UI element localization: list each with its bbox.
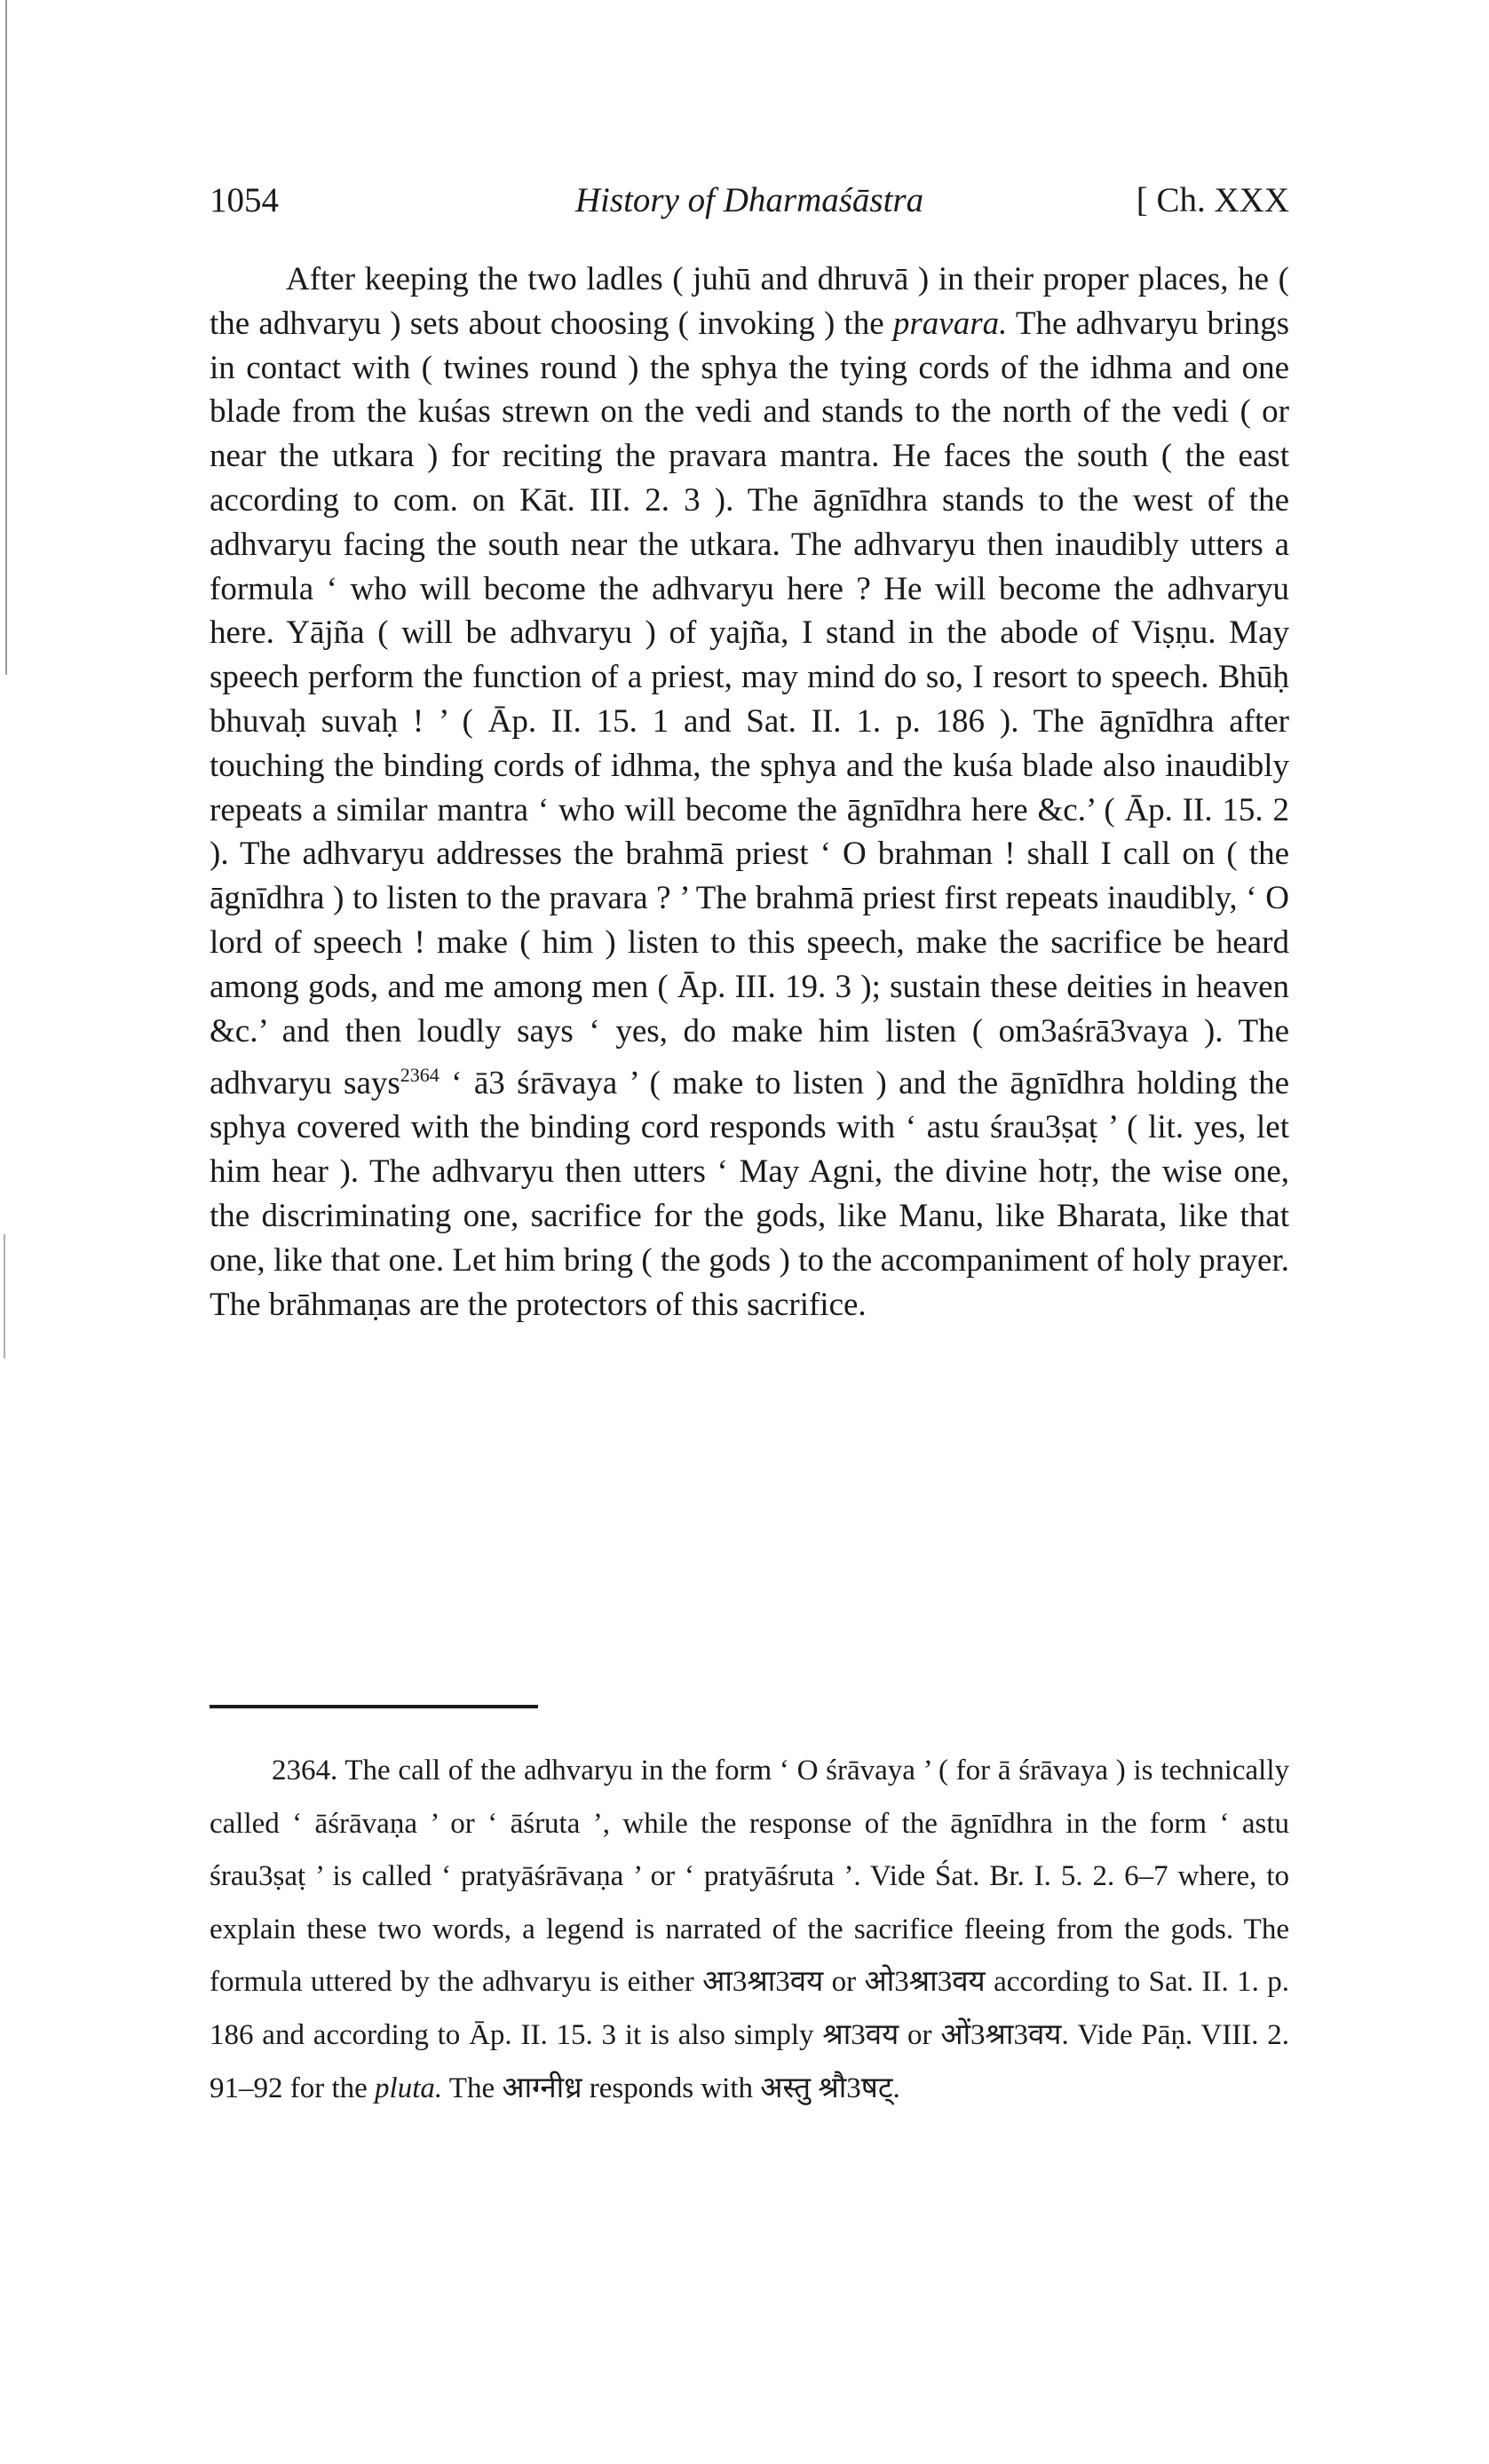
footnote-divider: [210, 1705, 538, 1708]
body-text-part: After keeping the two ladles ( juhū and dhruvā ) in their proper places, he ( the adhvaryu ) sets about choosing ( invoking ) the: [210, 261, 1289, 342]
footnote-number: 2364.: [272, 1755, 338, 1787]
page-number: 1054: [210, 181, 279, 219]
footnote-reference: 2364: [400, 1064, 440, 1087]
running-title: History of Dharmaśāstra: [574, 181, 924, 219]
body-text-part: The adhvaryu brings in contact with ( twines round ) the sphya the tying cords of the idhma and one blade from the kuśas strewn on the vedi and stands to the north of the vedi ( or near the utkara ) for reciting the pravara mantra. He faces the south ( the east according to com. on Kāt. III. 2. 3 ). The āgnīdhra stands to the west of the adhvaryu facing the south near the utkara. The adhvaryu then inaudibly utters a formula ‘ who will become the adhvaryu here ? He will become the adhvaryu here. Yājña ( will be adhvaryu ) of yajña, I stand in the abode of Viṣṇu. May speech perform the function of a priest, may mind do so, I resort to speech. Bhūḥ bhuvaḥ suvaḥ ! ’ ( Āp. II. 15. 1 and Sat. II. 1. p. 186 ). The āgnīdhra after touching the binding cords of idhma, the sphya and the kuśa blade also inaudibly repeats a similar mantra ‘ who will become the āgnīdhra here &c.’ ( Āp. II. 15. 2 ). The adhvaryu addresses the brahmā priest ‘ O brahman ! shall I call on ( the āgnīdhra ) to listen to the pravara ? ’ The brahmā priest first repeats inaudibly, ‘ O lord of speech ! make ( him ) listen to this speech, make the sacrifice be heard among gods, and me among men ( Āp. III. 19. 3 ); sustain these deities in heaven &c.’ and then loudly says ‘ yes, do make him listen ( om3aśrā3vaya ). The adhvaryu says: [210, 305, 1289, 1102]
footnote-italic-term: pluta.: [375, 2072, 443, 2104]
running-header: [210, 174, 1289, 227]
scan-edge: [4, 1234, 5, 1359]
body-italic-term: pravara.: [892, 305, 1008, 342]
chapter-label: [ Ch. XXX: [1136, 181, 1289, 219]
footnote: [210, 1745, 1289, 2115]
body-paragraph: [210, 257, 1289, 1327]
footnote-text-end: The आग्नीध्र responds with अस्तु श्रौ3षट्.: [442, 2072, 900, 2104]
footnote-text: The call of the adhvaryu in the form ‘ O śrāvaya ’ ( for ā śrāvaya ) is technically called ‘ āśrāvaṇa ’ or ‘ āśruta ’, while the response of the āgnīdhra in the form ‘ astu śrau3ṣaṭ ’ is called ‘ pratyāśrāvaṇa ’ or ‘ pratyāśruta ’. Vide Śat. Br. I. 5. 2. 6–7 where, to explain these two words, a legend is narrated of the sacrifice fleeing from the gods. The formula uttered by the adhvaryu is either आ3श्रा3वय or ओ3श्रा3वय according to Sat. II. 1. p. 186 and according to Āp. II. 15. 3 it is also simply श्रा3वय or ओं3श्रा3वय. Vide Pāṇ. VIII. 2. 91–92 for the: [210, 1755, 1289, 2104]
scan-edge: [5, 0, 7, 675]
body-text-part: ‘ ā3 śrāvaya ’ ( make to listen ) and the āgnīdhra holding the sphya covered with the binding cord responds with ‘ astu śrau3ṣaṭ ’ ( lit. yes, let him hear ). The adhvaryu then utters ‘ May Agni, the divine hotṛ, the wise one, the discriminating one, sacrifice for the gods, like Manu, like Bharata, like that one, like that one. Let him bring ( the gods ) to the accompaniment of holy prayer. The brāhmaṇas are the protectors of this sacrifice.: [210, 1065, 1289, 1323]
